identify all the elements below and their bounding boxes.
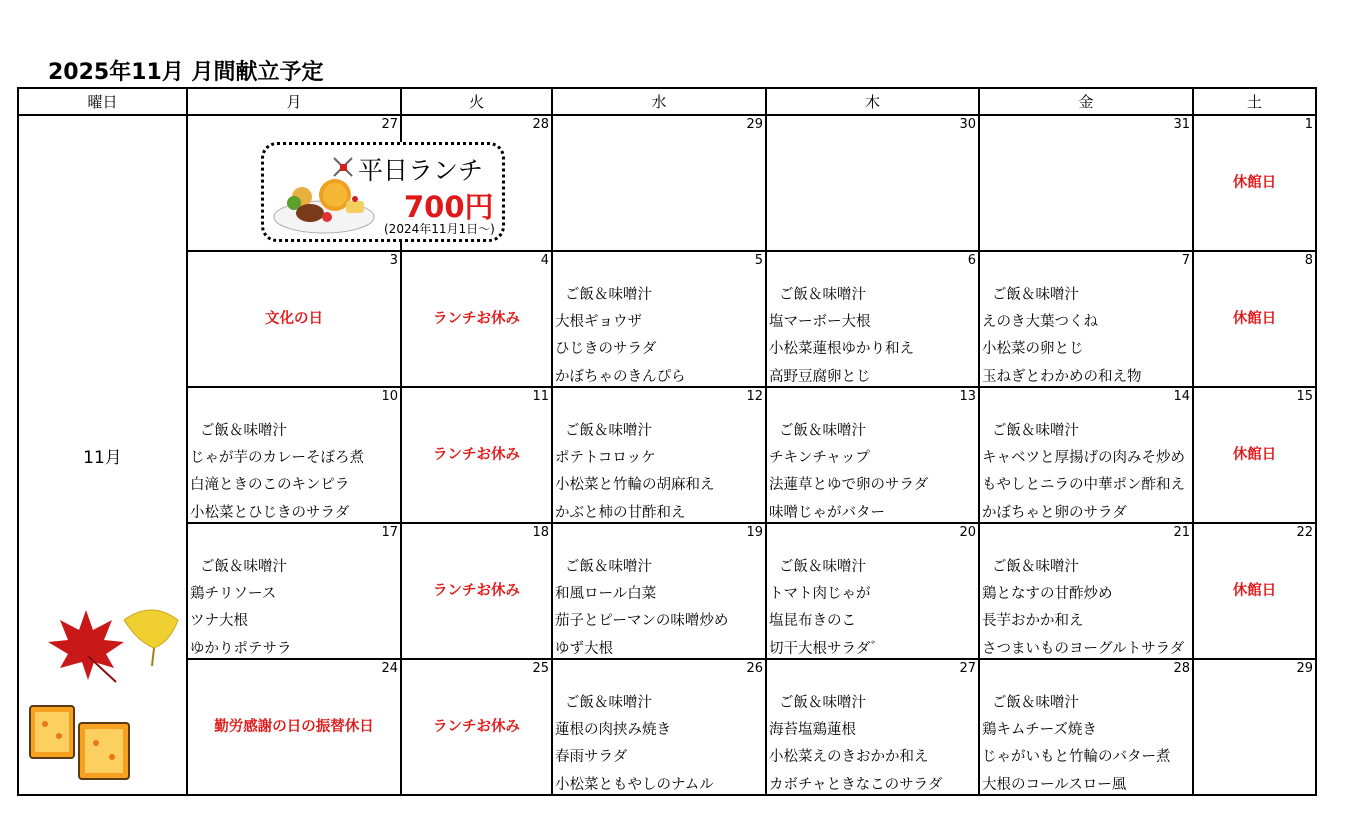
menu-item: ご飯＆味噌汁 <box>992 559 1079 575</box>
closed-notice: 休館日 <box>1232 447 1277 463</box>
promo-date: (2024年11月1日～) <box>384 222 495 236</box>
day-number: 10 <box>381 389 398 404</box>
day-number: 11 <box>532 389 549 404</box>
week-row <box>18 115 1316 251</box>
month-label: 11月 <box>18 115 187 795</box>
menu-list <box>190 418 398 527</box>
menu-item: ご飯＆味噌汁 <box>565 423 652 439</box>
menu-item: 切干大根サラダ゛ <box>769 640 885 657</box>
day-number: 14 <box>1173 389 1190 404</box>
day-cell <box>766 659 979 795</box>
menu-item: 鶏チリソース <box>190 586 277 603</box>
header-tuesday: 火 <box>401 88 552 115</box>
menu-item: ひじきのサラダ <box>555 341 657 358</box>
menu-item: 塩マーボー大根 <box>769 314 871 331</box>
closed-notice: 文化の日 <box>265 311 323 327</box>
day-cell <box>187 523 401 659</box>
page-title: 2025年11月 月間献立予定 <box>48 60 324 85</box>
menu-item: 和風ロール白菜 <box>555 586 657 603</box>
week-row <box>18 523 1316 659</box>
menu-item: 蓮根の肉挟み焼き <box>555 722 671 739</box>
menu-item: ゆかりポテサラ <box>190 640 292 657</box>
menu-item: かぶと柿の甘酢和え <box>555 504 686 521</box>
menu-item: かぼちゃと卵のサラダ <box>982 504 1127 521</box>
menu-item: かぼちゃのきんぴら <box>555 368 686 385</box>
day-number: 31 <box>1173 117 1190 132</box>
header-row <box>18 88 1316 115</box>
menu-item: トマト肉じゃが <box>769 586 871 603</box>
menu-list <box>769 690 976 799</box>
closed-notice: ランチお休み <box>433 583 520 599</box>
day-number: 4 <box>540 253 549 268</box>
menu-list <box>982 554 1190 663</box>
day-number: 28 <box>532 117 549 132</box>
menu-item: ご飯＆味噌汁 <box>565 287 652 303</box>
day-number: 26 <box>746 661 763 676</box>
weekday-lunch-promo <box>261 142 505 242</box>
day-number: 15 <box>1296 389 1313 404</box>
day-cell <box>766 523 979 659</box>
menu-list <box>769 282 976 391</box>
day-number: 6 <box>967 253 976 268</box>
day-number: 25 <box>532 661 549 676</box>
menu-item: 長芋おかか和え <box>982 613 1084 630</box>
menu-item: キャベツと厚揚げの肉みそ炒め <box>982 450 1185 467</box>
day-cell <box>552 251 766 387</box>
day-number: 27 <box>381 117 398 132</box>
day-number: 7 <box>1181 253 1190 268</box>
day-number: 29 <box>746 117 763 132</box>
menu-item: ご飯＆味噌汁 <box>200 423 287 439</box>
menu-list <box>769 418 976 527</box>
menu-item: ご飯＆味噌汁 <box>200 559 287 575</box>
menu-list <box>982 418 1190 527</box>
menu-item: 鶏キムチーズ焼き <box>982 722 1097 739</box>
week-row <box>18 659 1316 795</box>
closed-notice: 勤労感謝の日の振替休日 <box>214 719 374 735</box>
menu-item: 小松菜の卵とじ <box>982 341 1084 358</box>
header-monday: 月 <box>187 88 401 115</box>
day-number: 18 <box>532 525 549 540</box>
day-number: 1 <box>1304 117 1313 132</box>
day-number: 22 <box>1296 525 1313 540</box>
day-number: 5 <box>754 253 763 268</box>
day-cell <box>552 387 766 523</box>
day-number: 29 <box>1296 661 1313 676</box>
menu-item: ツナ大根 <box>190 613 248 630</box>
day-cell <box>401 523 552 659</box>
day-number: 8 <box>1304 253 1313 268</box>
menu-item: えのき大葉つくね <box>982 314 1098 331</box>
menu-item: 法蓮草とゆで卵のサラダ <box>769 477 929 494</box>
menu-item: 茄子とピーマンの味噌炒め <box>555 613 729 630</box>
day-cell <box>979 523 1193 659</box>
menu-item: 味噌じゃがバター <box>769 504 885 521</box>
day-cell <box>401 659 552 795</box>
day-cell <box>766 115 979 251</box>
header-thursday: 木 <box>766 88 979 115</box>
menu-item: ご飯＆味噌汁 <box>779 287 866 303</box>
day-number: 12 <box>746 389 763 404</box>
day-number: 17 <box>381 525 398 540</box>
day-cell <box>552 523 766 659</box>
menu-list <box>982 690 1190 799</box>
menu-item: ご飯＆味噌汁 <box>779 559 866 575</box>
menu-item: 高野豆腐卵とじ <box>769 368 871 385</box>
header-weekday-label: 曜日 <box>18 88 187 115</box>
day-cell <box>401 251 552 387</box>
fork-knife-icon <box>331 155 355 179</box>
day-cell <box>979 251 1193 387</box>
menu-list <box>769 554 976 663</box>
day-number: 21 <box>1173 525 1190 540</box>
day-cell <box>1193 659 1316 795</box>
menu-item: 鶏となすの甘酢炒め <box>982 586 1113 603</box>
menu-item: 玉ねぎとわかめの和え物 <box>982 368 1142 385</box>
ginkgo-leaf-icon <box>118 606 184 668</box>
day-number: 3 <box>389 253 398 268</box>
closed-notice: 休館日 <box>1232 175 1277 191</box>
menu-list <box>190 554 398 663</box>
day-cell <box>552 115 766 251</box>
menu-item: 小松菜えのきおかか和え <box>769 749 929 766</box>
menu-item: ご飯＆味噌汁 <box>992 287 1079 303</box>
closed-notice: 休館日 <box>1232 583 1277 599</box>
header-friday: 金 <box>979 88 1193 115</box>
menu-item: 小松菜と竹輪の胡麻和え <box>555 477 715 494</box>
closed-notice: ランチお休み <box>433 311 520 327</box>
menu-item: カボチャときなこのサラダ <box>769 776 943 793</box>
closed-notice: 休館日 <box>1232 311 1277 327</box>
day-cell <box>1193 523 1316 659</box>
menu-item: ご飯＆味噌汁 <box>992 423 1079 439</box>
day-cell <box>1193 387 1316 523</box>
day-number: 28 <box>1173 661 1190 676</box>
menu-item: もやしとニラの中華ポン酢和え <box>982 477 1185 494</box>
menu-item: 小松菜蓮根ゆかり和え <box>769 341 914 358</box>
menu-item: 大根ギョウザ <box>555 314 642 331</box>
day-cell <box>187 251 401 387</box>
menu-list <box>555 690 763 799</box>
day-cell <box>766 251 979 387</box>
menu-list <box>555 418 763 527</box>
menu-list <box>982 282 1190 391</box>
menu-item: ご飯＆味噌汁 <box>565 695 652 711</box>
closed-notice: ランチお休み <box>433 719 520 735</box>
day-cell <box>1193 251 1316 387</box>
maple-leaf-icon <box>46 606 126 684</box>
menu-item: 小松菜とひじきのサラダ <box>190 504 350 521</box>
menu-item: ご飯＆味噌汁 <box>779 695 866 711</box>
day-cell <box>979 115 1193 251</box>
day-cell <box>187 659 401 795</box>
day-number: 19 <box>746 525 763 540</box>
day-cell <box>187 387 401 523</box>
day-number: 24 <box>381 661 398 676</box>
menu-calendar <box>17 87 1317 796</box>
promo-price: 700円 <box>404 190 494 224</box>
menu-item: ご飯＆味噌汁 <box>992 695 1079 711</box>
day-number: 27 <box>959 661 976 676</box>
menu-item: チキンチャップ <box>769 450 870 467</box>
menu-item: 塩昆布きのこ <box>769 613 856 630</box>
menu-item: じゃがいもと竹輪のバター煮 <box>982 749 1171 766</box>
menu-item: 春雨サラダ <box>555 749 628 766</box>
day-cell <box>979 659 1193 795</box>
menu-item: ポテトコロッケ <box>555 450 656 467</box>
day-cell <box>979 387 1193 523</box>
day-number: 13 <box>959 389 976 404</box>
week-row <box>18 387 1316 523</box>
day-cell <box>766 387 979 523</box>
menu-item: さつまいものヨーグルトサラダ <box>982 640 1185 657</box>
paper-lantern-icon <box>76 717 134 783</box>
menu-item: 海苔塩鶏蓮根 <box>769 722 856 739</box>
promo-title: 平日ランチ <box>358 156 484 185</box>
day-number: 30 <box>959 117 976 132</box>
header-wednesday: 水 <box>552 88 766 115</box>
day-cell <box>401 387 552 523</box>
menu-item: ご飯＆味噌汁 <box>565 559 652 575</box>
menu-item: 小松菜ともやしのナムル <box>555 776 714 793</box>
menu-item: ご飯＆味噌汁 <box>779 423 866 439</box>
menu-list <box>555 554 763 663</box>
day-number: 20 <box>959 525 976 540</box>
menu-item: じゃが芋のカレーそぼろ煮 <box>190 450 364 467</box>
menu-item: ゆず大根 <box>555 640 613 657</box>
paper-lantern-icon <box>27 700 79 762</box>
menu-item: 白滝ときのこのキンピラ <box>190 477 350 494</box>
header-saturday: 土 <box>1193 88 1316 115</box>
day-cell <box>1193 115 1316 251</box>
day-cell <box>552 659 766 795</box>
closed-notice: ランチお休み <box>433 447 520 463</box>
menu-item: 大根のコールスロー風 <box>982 776 1127 793</box>
week-row <box>18 251 1316 387</box>
menu-list <box>555 282 763 391</box>
